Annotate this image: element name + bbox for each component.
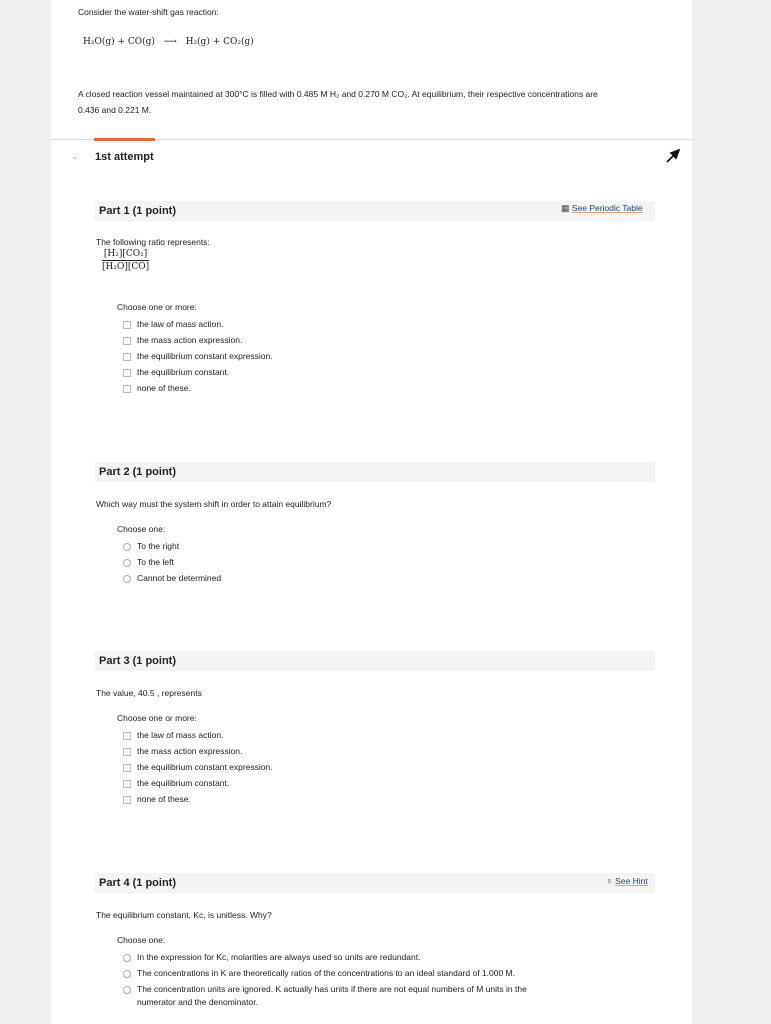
periodic-table-link-label: See Periodic Table xyxy=(571,203,643,213)
part2-option3-radio[interactable] xyxy=(123,575,131,583)
part2-option2-radio[interactable] xyxy=(123,559,131,567)
part3-option5-checkbox[interactable] xyxy=(123,796,131,804)
intro-description-line2: 0.436 and 0.221 M. xyxy=(78,105,152,115)
part3-header xyxy=(95,651,655,671)
part4-option2-radio[interactable] xyxy=(123,970,131,978)
part2-option2-label[interactable]: To the left xyxy=(137,557,174,567)
part4-header xyxy=(95,873,655,893)
part3-option2-label[interactable]: the mass action expression. xyxy=(137,746,243,756)
part4-title: Part 4 (1 point) xyxy=(99,877,177,889)
question-card xyxy=(51,0,692,1024)
part4-option3-label[interactable]: The concentration units are ignored. K actually has units if there are not equal numbers of M units in the xyxy=(137,984,527,994)
part2-choose-label: Choose one: xyxy=(117,524,166,534)
pin-icon[interactable] xyxy=(665,149,683,168)
part3-question: The value, 40.5 , represents xyxy=(96,688,202,698)
chemical-equation xyxy=(83,37,254,47)
part3-option1-checkbox[interactable] xyxy=(123,732,131,740)
part1-choose-label: Choose one or more: xyxy=(117,302,197,312)
intro-description-line1: A closed reaction vessel maintained at 300°C is filled with 0.485 M H₂ and 0.270 M CO₂. At equilibrium, their respective concentrations are xyxy=(78,89,598,99)
part1-option4-checkbox[interactable] xyxy=(123,369,131,377)
part4-option2-label[interactable]: The concentrations in K are theoretically ratios of the concentrations to an ideal standard of 1.000 M. xyxy=(137,968,515,978)
part4-option1-radio[interactable] xyxy=(123,954,131,962)
part2-title: Part 2 (1 point) xyxy=(99,466,177,478)
part3-option5-label[interactable]: none of these. xyxy=(137,794,191,804)
part4-choose-label: Choose one: xyxy=(117,935,166,945)
part1-option4-label[interactable]: the equilibrium constant. xyxy=(137,367,230,377)
hint-link-label: See Hint xyxy=(615,876,648,886)
part2-option1-radio[interactable] xyxy=(123,543,131,551)
part1-title: Part 1 (1 point) xyxy=(99,205,177,217)
attempt-label: 1st attempt xyxy=(95,151,154,163)
part3-option2-checkbox[interactable] xyxy=(123,748,131,756)
part3-option3-label[interactable]: the equilibrium constant expression. xyxy=(137,762,273,772)
part1-option5-label[interactable]: none of these. xyxy=(137,383,191,393)
equation-products: H₂(g) + CO₂(g) xyxy=(185,37,254,47)
part3-option4-label[interactable]: the equilibrium constant. xyxy=(137,778,230,788)
part2-question: Which way must the system shift in order to attain equilibrium? xyxy=(96,499,332,509)
part1-option3-checkbox[interactable] xyxy=(123,353,131,361)
intro-prompt: Consider the water-shift gas reaction: xyxy=(78,7,219,17)
part3-option4-checkbox[interactable] xyxy=(123,780,131,788)
fraction-numerator: [H₂][CO₂] xyxy=(103,249,148,259)
part1-option5-checkbox[interactable] xyxy=(123,385,131,393)
part1-option1-label[interactable]: the law of mass action. xyxy=(137,319,224,329)
part1-question: The following ratio represents: xyxy=(96,237,210,247)
part4-option3-label-cont[interactable]: numerator and the denominator. xyxy=(137,997,258,1007)
part1-option1-checkbox[interactable] xyxy=(123,321,131,329)
part3-option1-label[interactable]: the law of mass action. xyxy=(137,730,224,740)
part1-option2-checkbox[interactable] xyxy=(123,337,131,345)
part4-question: The equilibrium constant, Kc, is unitless. Why? xyxy=(96,910,272,920)
chevron-down-icon[interactable]: ⌄ xyxy=(71,151,79,161)
part3-option3-checkbox[interactable] xyxy=(123,764,131,772)
part4-option1-label[interactable]: In the expression for Kc, molarities are always used so units are redundant. xyxy=(137,952,421,962)
part3-title: Part 3 (1 point) xyxy=(99,655,177,667)
part1-option2-label[interactable]: the mass action expression. xyxy=(137,335,243,345)
equation-reactants: H₂O(g) + CO(g) xyxy=(83,37,155,47)
attempt-tab-indicator xyxy=(94,138,155,141)
part3-choose-label: Choose one or more: xyxy=(117,713,197,723)
part4-option3-radio[interactable] xyxy=(123,986,131,994)
periodic-table-icon: ▦ xyxy=(561,203,570,213)
hint-link[interactable] xyxy=(606,876,648,886)
fraction-bar xyxy=(102,260,149,261)
ratio-fraction xyxy=(102,249,149,272)
part1-option3-label[interactable]: the equilibrium constant expression. xyxy=(137,351,273,361)
fraction-denominator: [H₂O][CO] xyxy=(102,262,150,272)
periodic-table-link[interactable] xyxy=(561,203,643,214)
part2-option3-label[interactable]: Cannot be determined xyxy=(137,573,222,583)
reaction-arrow: ⟶ xyxy=(163,37,177,47)
lightbulb-icon: ♀ xyxy=(606,876,613,886)
part2-header xyxy=(95,462,655,482)
part2-option1-label[interactable]: To the right xyxy=(137,541,180,551)
